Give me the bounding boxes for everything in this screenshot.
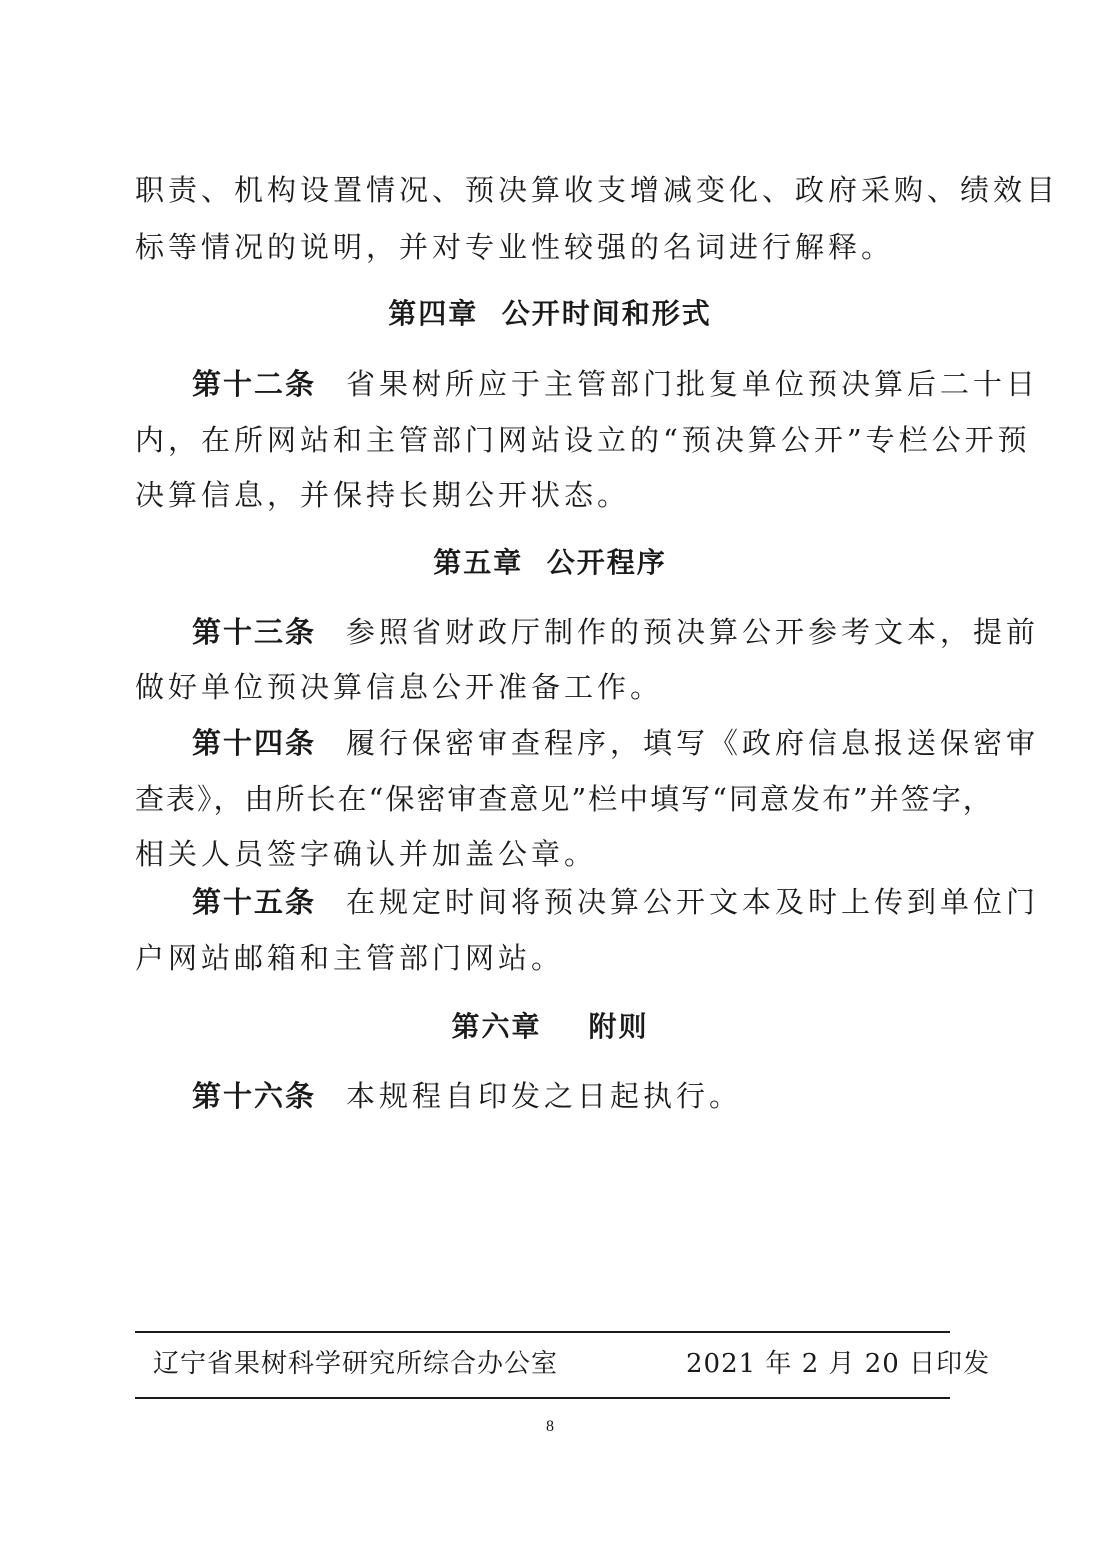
paragraph-line: 户网站邮箱和主管部门网站。	[135, 941, 565, 975]
article-text: 本规程自印发之日起执行。	[346, 1079, 743, 1113]
paragraph-line: 查表》，由所长在“保密审查意见”栏中填写“同意发布”并签字，	[135, 782, 994, 816]
footer-date: 2021 年 2 月 20 日印发	[686, 1349, 991, 1379]
footer-top-rule	[135, 1331, 950, 1333]
page-number: 8	[546, 1418, 554, 1435]
paragraph-line: 标等情况的说明，并对专业性较强的名词进行解释。	[135, 230, 895, 264]
chapter-heading: 第五章 公开程序	[433, 546, 667, 579]
article-text: 在规定时间将预决算公开文本及时上传到单位门	[346, 885, 1040, 919]
article-heading: 第十三条	[192, 615, 317, 649]
chapter-heading: 第四章 公开时间和形式	[388, 297, 712, 330]
article-text: 履行保密审查程序，填写《政府信息报送保密审	[346, 726, 1040, 760]
article-first-line	[192, 726, 1040, 760]
article-first-line	[192, 615, 1040, 649]
article-first-line	[192, 1079, 742, 1113]
paragraph-line: 相关人员签字确认并加盖公章。	[135, 837, 598, 871]
article-text: 参照省财政厅制作的预决算公开参考文本，提前	[346, 615, 1040, 649]
paragraph-line: 职责、机构设置情况、预决算收支增减变化、政府采购、绩效目	[135, 173, 1060, 207]
footer-issuer: 辽宁省果树科学研究所综合办公室	[153, 1349, 559, 1379]
article-first-line	[192, 367, 1040, 401]
paragraph-line: 做好单位预决算信息公开准备工作。	[135, 670, 664, 704]
article-text: 省果树所应于主管部门批复单位预决算后二十日	[346, 367, 1040, 401]
article-heading: 第十六条	[192, 1079, 317, 1113]
article-heading: 第十五条	[192, 885, 317, 919]
chapter-heading: 第六章 附则	[451, 1010, 649, 1043]
article-heading: 第十四条	[192, 726, 317, 760]
footer-bottom-rule	[135, 1397, 950, 1399]
paragraph-line: 内，在所网站和主管部门网站设立的“预决算公开”专栏公开预	[135, 423, 1031, 457]
article-first-line	[192, 885, 1040, 919]
paragraph-line: 决算信息，并保持长期公开状态。	[135, 478, 631, 512]
article-heading: 第十二条	[192, 367, 317, 401]
